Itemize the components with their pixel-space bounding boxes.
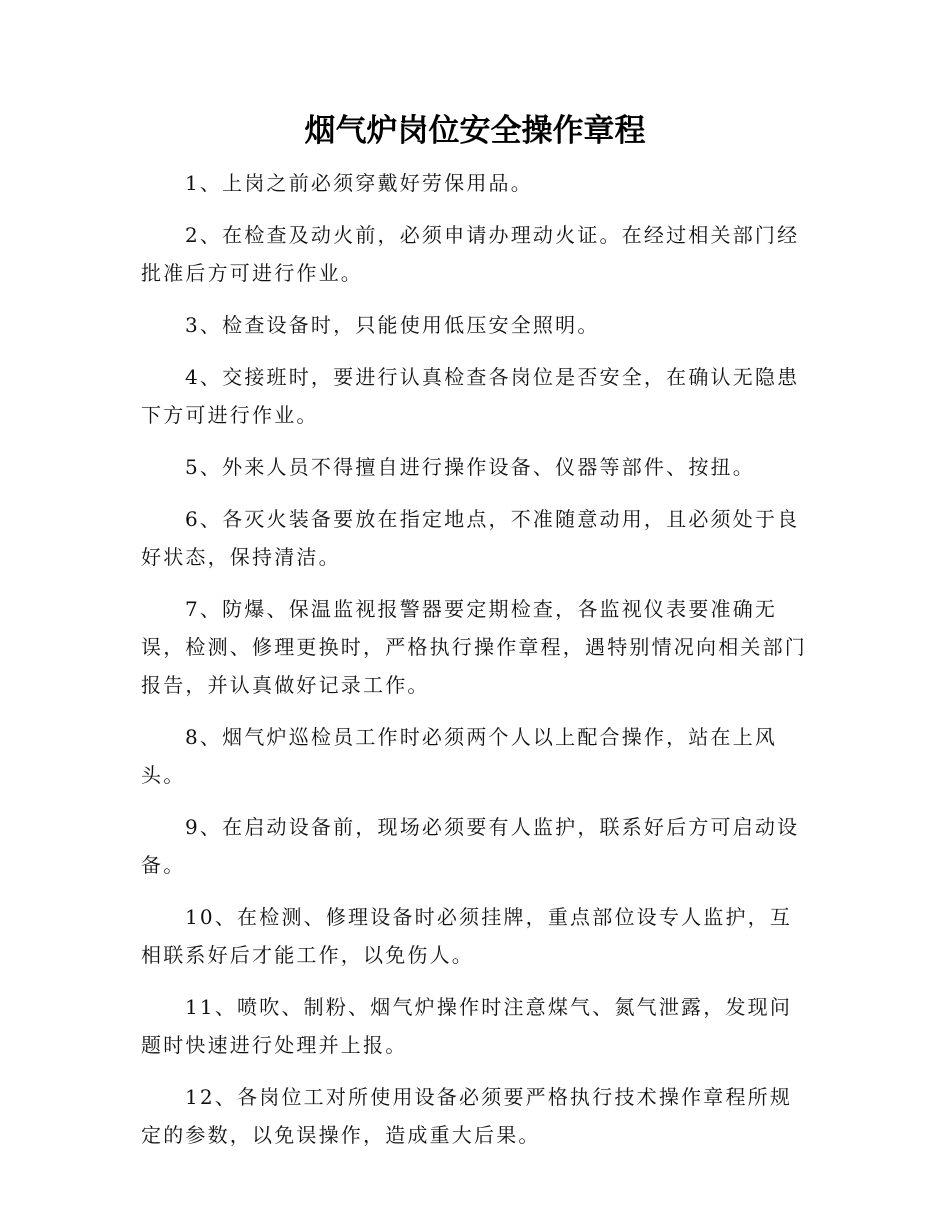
- rule-paragraph-5: 5、外来人员不得擅自进行操作设备、仪器等部件、按扭。: [185, 455, 755, 479]
- rule-paragraph-7: 7、防爆、保温监视报警器要定期检查，各监视仪表要准确无误，检测、修理更换时，严格执行操作章程，遇特别情况向相关部门报告，并认真做好记录工作。: [141, 597, 807, 697]
- rule-paragraph-8: 8、烟气炉巡检员工作时必须两个人以上配合操作，站在上风头。: [141, 725, 778, 787]
- document-body: [141, 164, 813, 1168]
- rule-paragraph-10: 10、在检测、修理设备时必须挂牌，重点部位设专人监护，互相联系好后才能工作，以免伤人。: [141, 905, 793, 967]
- rule-paragraph-3: 3、检查设备时，只能使用低压安全照明。: [185, 313, 600, 337]
- rule-paragraph-9: 9、在启动设备前，现场必须要有人监护，联系好后方可启动设备。: [141, 815, 800, 877]
- rule-paragraph-6: 6、各灭火装备要放在指定地点，不准随意动用，且必须处于良好状态，保持清洁。: [141, 507, 800, 569]
- rule-paragraph-1: 1、上岗之前必须穿戴好劳保用品。: [185, 171, 533, 195]
- document-title: 烟气炉岗位安全操作章程: [304, 113, 646, 149]
- rule-paragraph-11: 11、喷吹、制粉、烟气炉操作时注意煤气、氮气泄露，发现问题时快速进行处理并上报。: [141, 995, 793, 1057]
- rule-paragraph-12: 12、各岗位工对所使用设备必须要严格执行技术操作章程所规定的参数，以免误操作，造成重大后果。: [141, 1085, 793, 1147]
- rule-paragraph-2: 2、在检查及动火前，必须申请办理动火证。在经过相关部门经批准后方可进行作业。: [141, 223, 800, 285]
- rule-paragraph-4: 4、交接班时，要进行认真检查各岗位是否安全，在确认无隐患下方可进行作业。: [141, 365, 800, 427]
